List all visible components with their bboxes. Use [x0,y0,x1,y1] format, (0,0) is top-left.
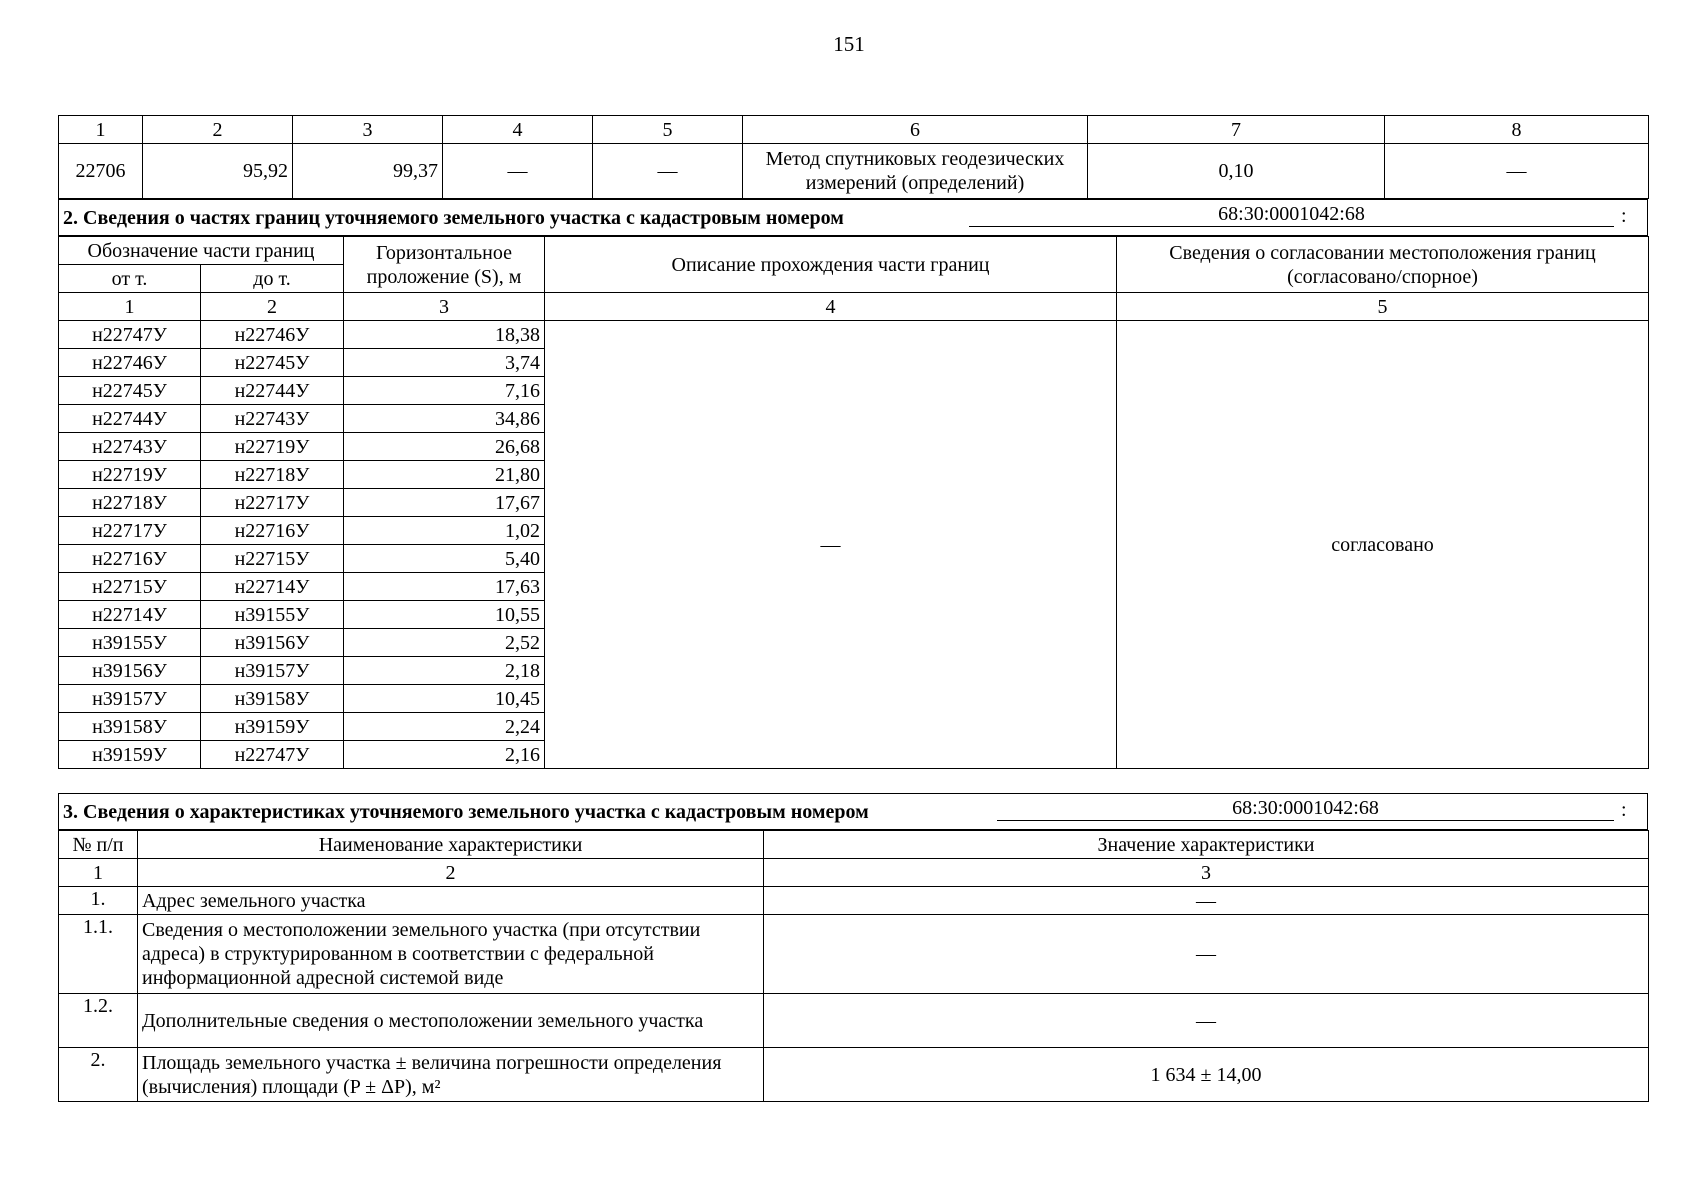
col-number: 1 [59,293,201,321]
column-number-row [59,293,1649,321]
from-point: н39159У [59,741,201,769]
characteristic-name: Сведения о местоположении земельного участка (при отсутствии адреса) в структурированном в соответствии с федеральной информационной адресной системой виде [138,915,764,994]
to-point: н22715У [201,545,344,573]
from-point: н39157У [59,685,201,713]
accuracy-cell: 0,10 [1088,144,1385,199]
value-header: Значение характеристики [764,831,1649,859]
to-point: н39156У [201,629,344,657]
table-row [59,144,1649,199]
section2-heading [58,199,1648,236]
from-point: н22745У [59,377,201,405]
section2-cadastral-number: 68:30:0001042:68 [969,202,1614,227]
horizontal-distance: 34,86 [344,405,545,433]
to-point: н39159У [201,713,344,741]
characteristic-value: 1 634 ± 14,00 [764,1048,1649,1102]
characteristic-name: Площадь земельного участка ± величина погрешности определения (вычисления) площади (P ± ΔP), м² [138,1048,764,1102]
from-point: н22717У [59,517,201,545]
characteristic-value: — [764,915,1649,994]
horizontal-distance: 2,16 [344,741,545,769]
col-number: 4 [545,293,1117,321]
to-point: н22716У [201,517,344,545]
col-number: 4 [443,116,593,144]
to-point: н39158У [201,685,344,713]
characteristic-name: Адрес земельного участка [138,887,764,915]
agreement-value: согласовано [1117,321,1649,769]
empty-cell: — [593,144,743,199]
horizontal-distance: 2,24 [344,713,545,741]
description-value: — [545,321,1117,769]
col-number: 3 [764,859,1649,887]
coordinates-table [58,115,1649,199]
col-number: 8 [1385,116,1649,144]
horizontal-distance: 7,16 [344,377,545,405]
from-point: н39155У [59,629,201,657]
table-row [59,1048,1649,1102]
row-number: 2. [59,1048,138,1102]
from-header: от т. [59,265,201,293]
col-number: 2 [138,859,764,887]
horizontal-distance: 2,52 [344,629,545,657]
to-point: н22717У [201,489,344,517]
page-number: 151 [833,32,865,56]
to-point: н22743У [201,405,344,433]
x-coordinate: 95,92 [143,144,293,199]
boundary-parts-table [58,236,1649,769]
horizontal-distance: 26,68 [344,433,545,461]
header-row [59,831,1649,859]
to-point: н22746У [201,321,344,349]
to-point: н22718У [201,461,344,489]
to-point: н22719У [201,433,344,461]
characteristic-value: — [764,994,1649,1048]
horizontal-distance: 5,40 [344,545,545,573]
to-point: н22747У [201,741,344,769]
col-number: 6 [743,116,1088,144]
horizontal-distance: 10,55 [344,601,545,629]
header-row [59,237,1649,265]
characteristic-name: Дополнительные сведения о местоположении земельного участка [138,994,764,1048]
from-point: н22719У [59,461,201,489]
characteristic-value: — [764,887,1649,915]
from-point: н22714У [59,601,201,629]
column-number-row [59,116,1649,144]
horizontal-distance: 21,80 [344,461,545,489]
characteristics-table [58,830,1649,1102]
table-row [59,915,1649,994]
point-name: 22706 [59,144,143,199]
from-point: н22715У [59,573,201,601]
col-number: 5 [1117,293,1649,321]
col-number: 2 [201,293,344,321]
horizontal-distance: 1,02 [344,517,545,545]
section3-colon: : [1621,799,1627,821]
empty-cell: — [1385,144,1649,199]
to-point: н22714У [201,573,344,601]
col-number: 1 [59,116,143,144]
from-point: н39156У [59,657,201,685]
col-number: 5 [593,116,743,144]
table-row [59,321,1649,349]
col-number: 7 [1088,116,1385,144]
to-header: до т. [201,265,344,293]
y-coordinate: 99,37 [293,144,443,199]
description-header: Описание прохождения части границ [545,237,1117,293]
from-point: н22744У [59,405,201,433]
section3-heading [58,793,1648,830]
section3-title: 3. Сведения о характеристиках уточняемого земельного участка с кадастровым номером [63,800,869,823]
row-number: 1.2. [59,994,138,1048]
empty-cell: — [443,144,593,199]
agreement-header: Сведения о согласовании местоположения границ (согласовано/спорное) [1117,237,1649,293]
horizontal-distance: 2,18 [344,657,545,685]
to-point: н22744У [201,377,344,405]
column-number-row [59,859,1649,887]
section2-title: 2. Сведения о частях границ уточняемого земельного участка с кадастровым номером [63,206,844,229]
row-number: 1. [59,887,138,915]
table-row [59,887,1649,915]
horizontal-distance: 10,45 [344,685,545,713]
horizontal-distance: 18,38 [344,321,545,349]
col-number: 3 [344,293,545,321]
from-point: н22718У [59,489,201,517]
from-point: н22747У [59,321,201,349]
from-point: н39158У [59,713,201,741]
row-number: 1.1. [59,915,138,994]
section3-cadastral-number: 68:30:0001042:68 [997,796,1614,821]
section2-colon: : [1621,205,1627,227]
table-row [59,994,1649,1048]
from-point: н22716У [59,545,201,573]
horizontal-distance: 17,67 [344,489,545,517]
to-point: н39157У [201,657,344,685]
horizontal-distance: 17,63 [344,573,545,601]
from-point: н22746У [59,349,201,377]
horizontal-distance: 3,74 [344,349,545,377]
horizontal-header: Горизонтальное проложение (S), м [344,237,545,293]
name-header: Наименование характеристики [138,831,764,859]
num-header: № п/п [59,831,138,859]
col-number: 2 [143,116,293,144]
part-designation-header: Обозначение части границ [59,237,344,265]
col-number: 3 [293,116,443,144]
to-point: н39155У [201,601,344,629]
to-point: н22745У [201,349,344,377]
col-number: 1 [59,859,138,887]
method-cell: Метод спутниковых геодезических измерений (определений) [743,144,1088,199]
from-point: н22743У [59,433,201,461]
